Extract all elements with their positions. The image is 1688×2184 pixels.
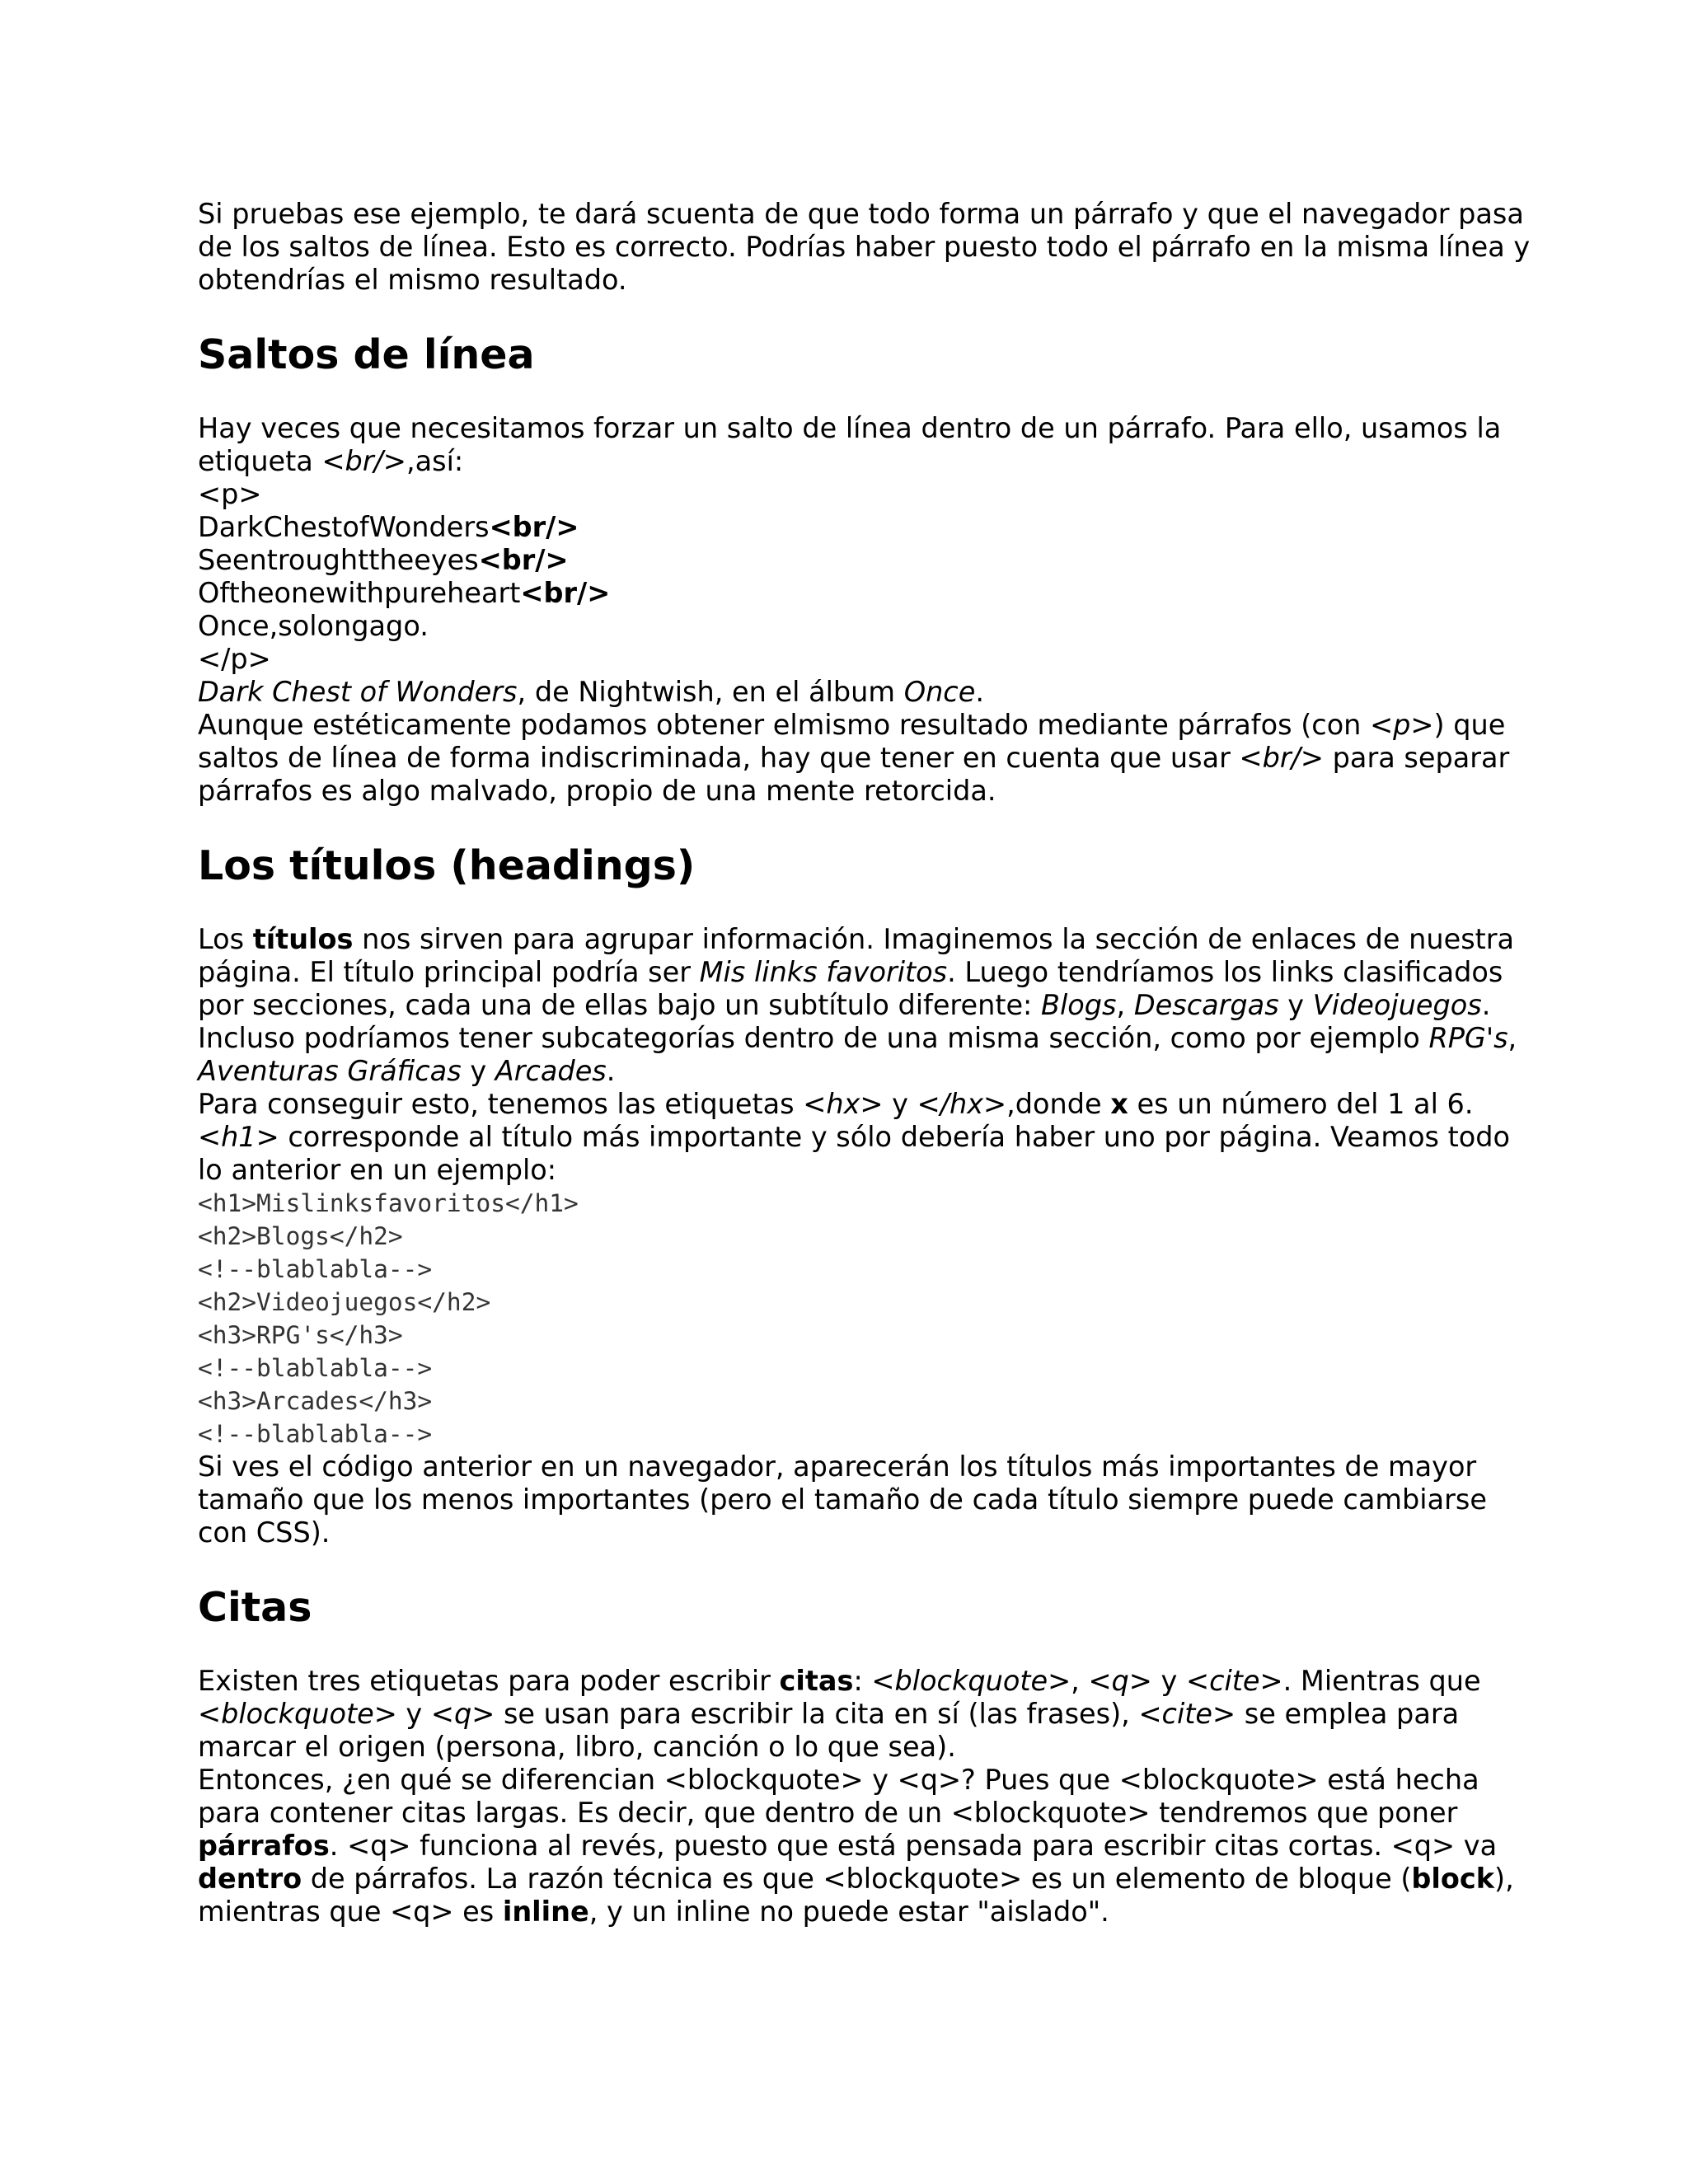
code-line: <!--blablabla--> — [198, 1420, 433, 1448]
titulos-paragraph-4: Si ves el código anterior en un navegador, aparecerán los títulos más importantes de mayor tamaño que los menos importantes (pero el tamaño de cada título siempre puede cambiarse con CSS). — [198, 1451, 1487, 1549]
lyric-text: DarkChestofWonders — [198, 511, 490, 543]
italic-term: Descargas — [1133, 989, 1279, 1021]
italic-term: Videojuegos — [1312, 989, 1482, 1021]
text-run: y — [1278, 989, 1313, 1021]
citas-paragraph-2 — [198, 1764, 1533, 1929]
text-run: . Luego tendríamos los links clasificados por secciones, cada una de ellas bajo un subtítulo diferente: — [198, 956, 1503, 1021]
text-run: Hay veces que necesitamos forzar un salto de línea dentro de un párrafo. Para ello, usamos la etiqueta — [198, 412, 1502, 477]
saltos-paragraph-2 — [198, 709, 1533, 808]
code-line: <h1>Mislinksfavoritos</h1> — [198, 1189, 579, 1217]
text-run: Existen tres etiquetas para poder escribir — [198, 1665, 780, 1697]
text-run: , de Nightwish, en el álbum — [517, 676, 904, 708]
text-run: y — [461, 1055, 495, 1087]
saltos-paragraph — [198, 412, 1533, 478]
code-line: <h2>Videojuegos</h2> — [198, 1288, 491, 1316]
text-run: nos sirven para agrupar información. Imaginemos la sección de enlaces de nuestra página. El título principal podría ser — [198, 923, 1515, 988]
text-run: ), mientras que <q> es — [198, 1863, 1514, 1928]
lyric-text: Seentroughttheeyes — [198, 544, 479, 576]
lyrics-example — [198, 478, 1533, 676]
lyric-text: Once,solongago. — [198, 610, 429, 642]
italic-term: <blockquote> — [198, 1698, 397, 1730]
headings-code-example — [198, 1187, 1533, 1451]
br-tag: <br/> — [520, 577, 611, 609]
code-line: <h3>Arcades</h3> — [198, 1387, 433, 1415]
heading-saltos-de-linea: Saltos de línea — [198, 331, 535, 378]
text-run: ,así: — [406, 445, 464, 477]
text-run: se usan para escribir la cita en sí (las frases), — [495, 1698, 1139, 1730]
text-run: . — [975, 676, 984, 708]
text-run: para separar párrafos es algo malvado, propio de una mente retorcida. — [198, 742, 1510, 807]
code-open-p: <p> — [198, 478, 262, 510]
text-run: ,donde — [1006, 1088, 1111, 1120]
bold-term: inline — [502, 1896, 589, 1928]
br-tag: <br/> — [478, 544, 569, 576]
text-run: . Incluso podríamos tener subcategorías dentro de una misma sección, como por ejemplo — [198, 989, 1491, 1054]
italic-term: <q> — [1088, 1665, 1152, 1697]
italic-term: <hx> — [803, 1088, 884, 1120]
code-line: <h3>RPG's</h3> — [198, 1321, 403, 1349]
text-run: ) que saltos de línea de forma indiscriminada, hay que tener en cuenta que usar — [198, 709, 1506, 774]
br-tag-reference: <br/> — [1239, 742, 1324, 774]
text-run: corresponde al título más importante y sólo debería haber uno por página. Veamos todo lo anterior en un ejemplo: — [198, 1121, 1511, 1186]
bold-term: párrafos — [198, 1830, 330, 1862]
italic-term: Blogs — [1041, 989, 1117, 1021]
text-run: Para conseguir esto, tenemos las etiquetas — [198, 1088, 804, 1120]
song-credit — [198, 676, 1533, 709]
text-run: y — [1151, 1665, 1186, 1697]
italic-term: <cite> — [1186, 1665, 1283, 1697]
italic-term: Mis links favoritos — [699, 956, 948, 988]
bold-term: citas — [779, 1665, 854, 1697]
heading-citas: Citas — [198, 1584, 312, 1631]
text-run: es un número del 1 al 6. — [1128, 1088, 1474, 1120]
heading-los-titulos: Los títulos (headings) — [198, 842, 696, 889]
italic-term: <blockquote> — [871, 1665, 1071, 1697]
text-run: Aunque estéticamente podamos obtener elmismo resultado mediante párrafos (con — [198, 709, 1371, 741]
lyric-line — [198, 577, 1533, 610]
bold-term: x — [1110, 1088, 1128, 1120]
br-tag: <br/> — [489, 511, 579, 543]
italic-term: <q> — [430, 1698, 495, 1730]
text-run: y — [883, 1088, 917, 1120]
italic-term: </hx> — [917, 1088, 1007, 1120]
italic-term: <cite> — [1138, 1698, 1236, 1730]
italic-term: <h1> — [198, 1121, 279, 1153]
code-line: <!--blablabla--> — [198, 1354, 433, 1382]
code-line: <h2>Blogs</h2> — [198, 1222, 403, 1250]
titulos-paragraph-3 — [198, 1121, 1533, 1187]
br-tag-reference: <br/> — [321, 445, 406, 477]
text-run: se emplea para marcar el origen (persona, libro, canción o lo que sea). — [198, 1698, 1460, 1763]
text-run: . — [606, 1055, 616, 1087]
text-run: Entonces, ¿en qué se diferencian <blockquote> y <q>? Pues que <blockquote> está hecha para contener citas largas. Es decir, que dentro de un <blockquote> tendremos que poner — [198, 1764, 1479, 1829]
titulos-paragraph-1 — [198, 923, 1533, 1088]
text-run: , — [1071, 1665, 1089, 1697]
lyric-line — [198, 544, 1533, 577]
lyric-text: Oftheonewithpureheart — [198, 577, 521, 609]
text-run: Los — [198, 923, 253, 955]
text-run: de párrafos. La razón técnica es que <blockquote> es un elemento de bloque ( — [302, 1863, 1412, 1895]
code-close-p: </p> — [198, 643, 271, 675]
bold-term: títulos — [252, 923, 354, 955]
code-line: <!--blablabla--> — [198, 1255, 433, 1283]
document-page — [198, 198, 1533, 1929]
text-run: . Mientras que — [1282, 1665, 1481, 1697]
italic-term: RPG's — [1428, 1022, 1508, 1054]
text-run: , y un inline no puede estar "aislado". — [588, 1896, 1109, 1928]
titulos-paragraph-2 — [198, 1088, 1533, 1121]
intro-paragraph: Si pruebas ese ejemplo, te dará scuenta de que todo forma un párrafo y que el navegador pasa de los saltos de línea. Esto es correcto. Podrías haber puesto todo el párrafo en la misma línea y obtendrías el mismo resultado. — [198, 198, 1531, 296]
italic-term: Aventuras Gráficas — [198, 1055, 462, 1087]
text-run: : — [853, 1665, 872, 1697]
text-run: y — [396, 1698, 431, 1730]
bold-term: dentro — [198, 1863, 302, 1895]
lyric-line — [198, 511, 1533, 544]
song-title: Dark Chest of Wonders — [198, 676, 518, 708]
text-run: , — [1116, 989, 1134, 1021]
lyric-line — [198, 610, 1533, 643]
text-run: , — [1507, 1022, 1517, 1054]
text-run: . <q> funciona al revés, puesto que está pensada para escribir citas cortas. <q> va — [329, 1830, 1498, 1862]
album-title: Once — [903, 676, 976, 708]
italic-term: Arcades — [495, 1055, 607, 1087]
p-tag-reference: <p> — [1370, 709, 1434, 741]
citas-paragraph-1 — [198, 1665, 1533, 1764]
bold-term: block — [1411, 1863, 1495, 1895]
